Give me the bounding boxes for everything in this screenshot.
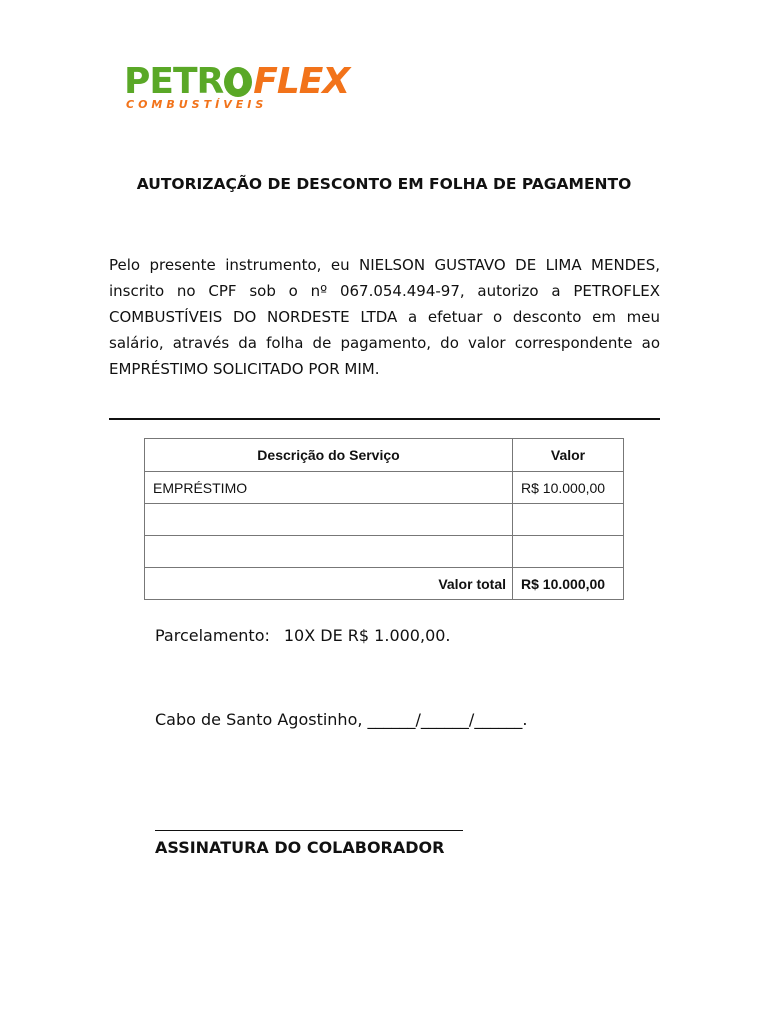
installments-label: Parcelamento: [155, 626, 270, 645]
table-row [145, 536, 624, 568]
logo-text-flex: FLEX [253, 61, 350, 102]
petroflex-logo [124, 60, 374, 116]
table-row [145, 472, 624, 504]
installments-value: 10X DE R$ 1.000,00. [283, 626, 451, 645]
row-value [513, 536, 624, 568]
signature-line [155, 830, 463, 831]
row-description [145, 536, 513, 568]
signature-label: ASSINATURA DO COLABORADOR [155, 838, 445, 857]
installments-line [155, 626, 451, 645]
logo-subtitle: COMBUSTÍVEIS [126, 98, 268, 111]
service-table [144, 438, 624, 600]
row-description: EMPRÉSTIMO [145, 472, 513, 504]
row-description [145, 504, 513, 536]
table-row [145, 504, 624, 536]
table-header-row [145, 439, 624, 472]
place-date-line: Cabo de Santo Agostinho, ______/______/______. [155, 710, 528, 729]
authorization-paragraph: Pelo presente instrumento, eu NIELSON GUSTAVO DE LIMA MENDES, inscrito no CPF sob o nº 067.054.494-97, autorizo a PETROFLEX COMBUSTÍVEIS DO NORDESTE LTDA a efetuar o desconto em meu salário, através da folha de pagamento, do valor correspondente ao EMPRÉSTIMO SOLICITADO POR MIM. [109, 256, 660, 378]
table-total-row [145, 568, 624, 600]
flame-drop-icon [224, 67, 252, 97]
header-description: Descrição do Serviço [145, 439, 513, 472]
total-value: R$ 10.000,00 [513, 568, 624, 600]
total-label: Valor total [145, 568, 513, 600]
horizontal-divider [109, 418, 660, 420]
logo-text-petr: PETR [124, 61, 224, 102]
row-value: R$ 10.000,00 [513, 472, 624, 504]
row-value [513, 504, 624, 536]
header-value: Valor [513, 439, 624, 472]
document-title: AUTORIZAÇÃO DE DESCONTO EM FOLHA DE PAGAMENTO [136, 175, 632, 193]
